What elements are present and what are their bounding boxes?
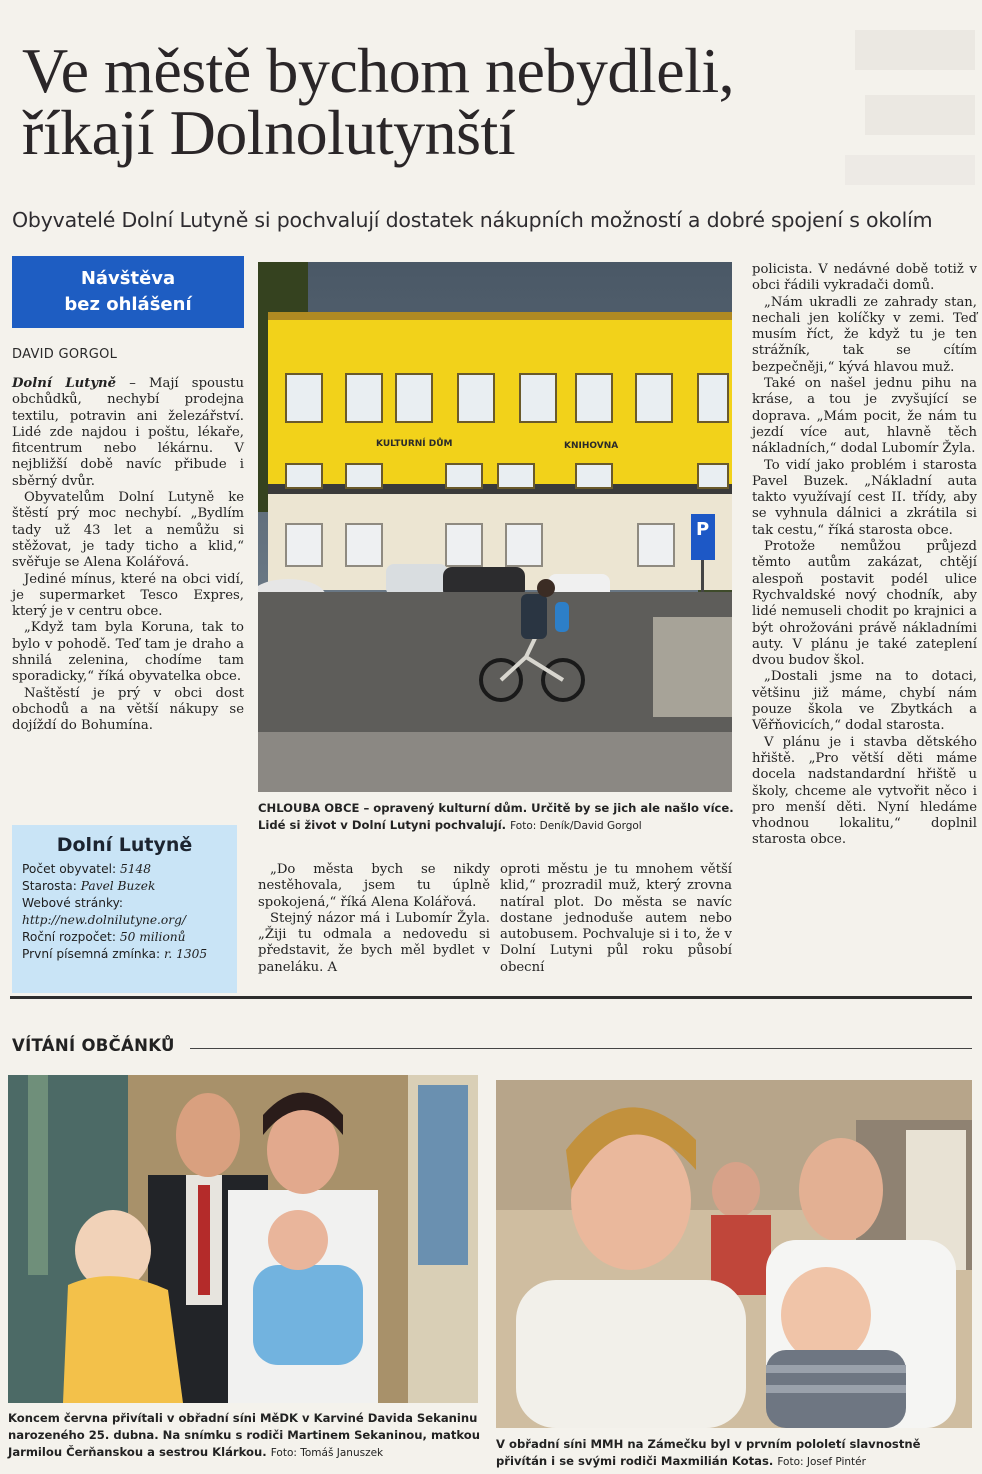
article-column-2b xyxy=(500,862,732,976)
headline xyxy=(22,35,972,168)
article-column-2a xyxy=(258,862,490,976)
photo-caption-left xyxy=(8,1410,480,1462)
article-column-1 xyxy=(12,376,244,735)
sign-knihovna: KNIHOVNA xyxy=(564,441,619,451)
fact-row-budget xyxy=(22,929,237,946)
paragraph: „Nám ukradli ze zahrady stan, nechali jen kolíčky v zemi. Teď musím říct, že když tu je ten strážník, tak se cítím bezpečněji,“ kývá hlavou muž. xyxy=(752,294,977,375)
paragraph: Naštěstí je prý v obci dost obchodů a na větší nákupy se dojíždí do Bohumína. xyxy=(12,685,244,734)
fact-row-mayor xyxy=(22,878,237,895)
caption-text: Koncem června přivítali v obřadní síni MěDK v Karviné Davida Sekaninu narozeného 25. dubna. Na snímku s rodiči Martinem Sekaninou, matkou Jarmilou Čerňanskou a sestrou Klárkou. xyxy=(8,1411,481,1459)
headline-line-1: Ve městě bychom nebydleli, xyxy=(22,35,735,106)
paragraph: oproti městu je tu mnohem větší klid,“ prozradil muž, který zrovna natíral plot. Do města se navíc dostane jednoduše autem nebo autobusem. Pochvaluje si i to, že v Dolní Lutyni půl roku působí obecní xyxy=(500,862,732,975)
paragraph: V plánu je i stavba dětského hřiště. „Pro větší děti máme docela nadstandardní hřiště u školy, chceme ale vytvořit něco i pro menší děti. Nyní hledáme vhodnou lokalitu,“ doplnil starosta obce. xyxy=(752,734,977,848)
paragraph: „Když tam byla Koruna, tak to bylo v pohodě. Teď tam je draho a shnilá zelenina, chodíme tam sporadicky,“ říká obyvatelka obce. xyxy=(12,620,244,685)
fact-box-title: Dolní Lutyně xyxy=(56,834,193,856)
fact-label: Počet obyvatel: xyxy=(22,862,120,876)
caption-text: V obřadní síni MMH na Zámečku byl v prvním pololetí slavnostně přivítán i se svými rodiči Maxmilián Kotas. xyxy=(496,1437,921,1468)
subheadline: Obyvatelé Dolní Lutyně si pochvalují dostatek nákupních možností a dobré spojení s okolím xyxy=(12,208,933,232)
paragraph: „Do města bych se nikdy nestěhovala, jsem tu úplně spokojená,“ říká Alena Kolářová. xyxy=(258,862,490,910)
paragraph: Obyvatelům Dolní Lutyně ke štěstí prý moc nechybí. „Bydlím tady už 43 let a nemůžu si stěžovat, je tady ticho a klid,“ svěřuje se Alena Kolářová. xyxy=(12,490,244,571)
paragraph: Protože nemůžou průjezd těmto autům zakázat, chtějí alespoň postavit podél ulice Rychvaldské nový chodník, aby lidé nemuseli chodit po krajnici a být ohrožováni právě nákladními auty. V plánu je také zateplení dvou budov škol. xyxy=(752,539,977,669)
photo-credit: Foto: Deník/David Gorgol xyxy=(510,820,642,832)
photo-family-kotas xyxy=(496,1080,972,1428)
byline: DAVID GORGOL xyxy=(12,347,118,362)
headline-line-2: říkají Dolnolutynští xyxy=(22,97,516,168)
sign-kulturni-dum: KULTURNÍ DŮM xyxy=(376,439,453,449)
kicker-box xyxy=(12,256,244,328)
fact-row-website xyxy=(22,895,237,912)
paragraph: Také on našel jednu pihu na kráse, a tou je zvyšující se doprava. „Mám pocit, že nám tu jezdí více aut, hlavně těch nákladních,“ dodal Lubomír Žyla. xyxy=(752,376,977,457)
photo-caption-main xyxy=(258,800,738,835)
fact-box-list xyxy=(22,861,237,963)
paragraph xyxy=(12,376,244,490)
photo-caption-right xyxy=(496,1436,972,1471)
article-column-3 xyxy=(752,262,977,849)
paragraph: Stejný názor má i Lubomír Žyla. „Žiji tu odmala a nedovedu si představit, že bych měl bydlet v paneláku. A xyxy=(258,910,490,975)
fact-value: r. 1305 xyxy=(163,947,208,961)
kicker-line-2: bez ohlášení xyxy=(64,294,192,315)
kicker-line-1: Návštěva xyxy=(80,268,176,289)
fact-label: Webové stránky: xyxy=(22,896,123,910)
fact-value: 5148 xyxy=(119,862,151,876)
fact-label: První písemná zmínka: xyxy=(22,947,164,961)
dateline: Dolní Lutyně xyxy=(12,376,117,391)
photo-credit: Foto: Tomáš Januszek xyxy=(270,1447,384,1459)
paragraph: policista. V nedávné době totiž v obci řádili vykradači domů. xyxy=(752,262,977,294)
fact-row-first-mention xyxy=(22,946,237,963)
paragraph: „Dostali jsme na to dotaci, většinu již máme, chybí nám pouze škola ve Zbytkách a Věřňovicích,“ dodal starosta. xyxy=(752,669,977,734)
photo-family-sekanina xyxy=(8,1075,478,1403)
section-divider xyxy=(10,996,972,999)
fact-row-website-url[interactable] xyxy=(22,912,237,929)
fact-label: Starosta: xyxy=(22,879,81,893)
section-title-rule xyxy=(190,1048,972,1049)
fact-box xyxy=(12,825,237,993)
paragraph: To vidí jako problém i starosta Pavel Buzek. „Nákladní auta takto využívají cest II. třídy, aby se vyhnula dálnici a zkrátila si tak cestu,“ říká starosta obce. xyxy=(752,457,977,538)
website-link[interactable]: http://new.dolnilutyne.org/ xyxy=(22,913,187,927)
photo-credit: Foto: Josef Pintér xyxy=(777,1456,866,1468)
paragraph-text: – Mají spoustu obchůdků, nechybí prodejna textilu, potravin ani železářství. Lidé zde najdou i poštu, lékaře, fitcentrum nebo lékárnu. V nejbližší době navíc přibude i sběrný dvůr. xyxy=(12,376,245,489)
fact-row-population xyxy=(22,861,237,878)
paragraph: Jediné mínus, které na obci vidí, je supermarket Tesco Expres, který je v centru obce. xyxy=(12,571,244,620)
fact-value: 50 milionů xyxy=(119,930,186,944)
photo-cultural-house xyxy=(258,262,732,792)
caption-text: CHLOUBA OBCE – opravený kulturní dům. Určitě by se jich ale našlo více. Lidé si život v Dolní Lutyni pochvalují. xyxy=(258,801,734,832)
parking-sign: P xyxy=(696,519,710,540)
fact-value: Pavel Buzek xyxy=(80,879,156,893)
section-title: VÍTÁNÍ OBČÁNKŮ xyxy=(12,1036,175,1055)
fact-label: Roční rozpočet: xyxy=(22,930,120,944)
